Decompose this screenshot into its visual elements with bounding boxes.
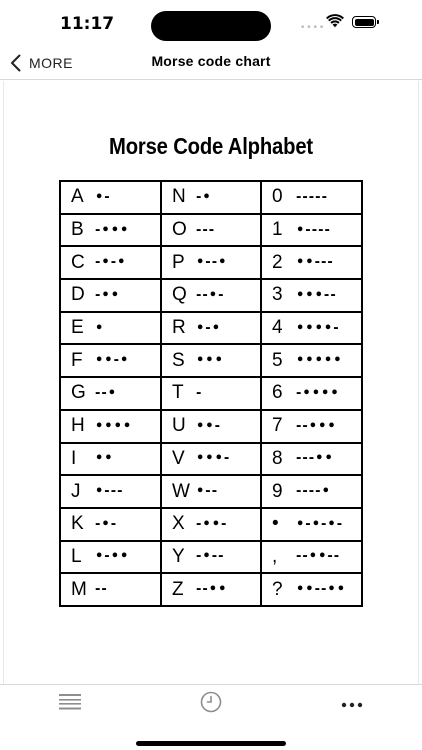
chart-title: Morse Code Alphabet bbox=[109, 133, 313, 159]
battery-icon bbox=[352, 16, 376, 28]
morse-character: J bbox=[71, 480, 81, 502]
morse-cell bbox=[161, 344, 261, 377]
morse-character: N bbox=[172, 186, 186, 208]
morse-code: --- bbox=[196, 222, 216, 238]
morse-code: •--- bbox=[95, 484, 124, 500]
morse-cell bbox=[161, 181, 261, 214]
morse-character: O bbox=[172, 219, 187, 241]
morse-character: • bbox=[272, 513, 279, 535]
morse-character: Q bbox=[172, 284, 187, 306]
morse-cell bbox=[261, 443, 362, 476]
morse-code: •-- bbox=[196, 484, 219, 500]
morse-cell bbox=[261, 541, 362, 574]
morse-character: 9 bbox=[272, 480, 283, 502]
morse-code: •- bbox=[95, 189, 111, 205]
home-indicator bbox=[136, 741, 286, 746]
morse-cell bbox=[60, 541, 161, 574]
morse-character: G bbox=[71, 382, 86, 404]
morse-character: , bbox=[272, 545, 278, 567]
morse-code: --••• bbox=[296, 418, 337, 434]
morse-code: •• bbox=[95, 451, 114, 467]
morse-code: ••--•• bbox=[296, 582, 347, 598]
morse-character: M bbox=[71, 578, 87, 600]
morse-character: B bbox=[71, 219, 84, 241]
morse-character: P bbox=[172, 251, 185, 273]
morse-cell bbox=[261, 573, 362, 606]
morse-character: E bbox=[71, 317, 84, 339]
morse-character: 8 bbox=[272, 447, 283, 469]
navigation-bar bbox=[0, 48, 422, 80]
morse-character: 5 bbox=[272, 349, 283, 371]
morse-cell bbox=[161, 475, 261, 508]
morse-character: 2 bbox=[272, 251, 283, 273]
cellular-signal-icon: •••• bbox=[300, 23, 326, 33]
morse-cell bbox=[161, 246, 261, 279]
morse-character: 4 bbox=[272, 317, 283, 339]
table-row bbox=[60, 279, 362, 312]
morse-character: L bbox=[71, 545, 82, 567]
back-button-label: MORE bbox=[29, 55, 73, 71]
morse-code: ••- bbox=[196, 418, 222, 434]
morse-character: C bbox=[71, 251, 85, 273]
morse-character: U bbox=[172, 415, 186, 437]
morse-character: T bbox=[172, 382, 184, 404]
morse-code: -• bbox=[196, 189, 212, 205]
morse-cell bbox=[60, 475, 161, 508]
morse-code: ••••• bbox=[296, 353, 343, 369]
morse-code: ----- bbox=[296, 189, 328, 205]
morse-cell bbox=[161, 279, 261, 312]
morse-character: V bbox=[172, 447, 185, 469]
morse-code: - bbox=[196, 385, 203, 401]
tab-list[interactable] bbox=[55, 691, 85, 717]
morse-cell bbox=[161, 377, 261, 410]
table-row bbox=[60, 475, 362, 508]
morse-character: F bbox=[71, 349, 83, 371]
morse-character: S bbox=[172, 349, 185, 371]
morse-cell bbox=[161, 312, 261, 345]
morse-code: •--• bbox=[196, 255, 228, 271]
morse-code: -•-- bbox=[196, 549, 225, 565]
status-bar bbox=[0, 0, 422, 48]
morse-cell bbox=[261, 214, 362, 247]
morse-code: -•-• bbox=[95, 255, 127, 271]
morse-code: --•- bbox=[196, 287, 225, 303]
morse-code: • bbox=[95, 320, 105, 336]
morse-code: -•• bbox=[95, 287, 121, 303]
table-row bbox=[60, 410, 362, 443]
morse-cell bbox=[60, 181, 161, 214]
morse-code: ---•• bbox=[296, 451, 334, 467]
morse-cell bbox=[261, 246, 362, 279]
morse-code: •---- bbox=[296, 222, 331, 238]
morse-cell bbox=[60, 279, 161, 312]
morse-character: Y bbox=[172, 545, 185, 567]
table-row bbox=[60, 246, 362, 279]
morse-code: --• bbox=[95, 385, 118, 401]
morse-code: •••• bbox=[95, 418, 133, 434]
table-row bbox=[60, 312, 362, 345]
morse-cell bbox=[261, 508, 362, 541]
morse-character: W bbox=[172, 480, 190, 502]
table-row bbox=[60, 541, 362, 574]
morse-character: D bbox=[71, 284, 85, 306]
table-row bbox=[60, 443, 362, 476]
dynamic-island bbox=[151, 11, 271, 41]
tab-bar bbox=[0, 684, 422, 750]
morse-code: •••- bbox=[196, 451, 231, 467]
morse-cell bbox=[60, 443, 161, 476]
morse-character: ? bbox=[272, 578, 283, 600]
morse-cell bbox=[161, 541, 261, 574]
morse-code: --•• bbox=[196, 582, 228, 598]
morse-character: A bbox=[71, 186, 84, 208]
wifi-icon bbox=[326, 14, 344, 33]
tab-more[interactable] bbox=[337, 691, 367, 717]
morse-code: ----• bbox=[296, 484, 331, 500]
morse-cell bbox=[261, 475, 362, 508]
morse-cell bbox=[261, 312, 362, 345]
tab-history[interactable] bbox=[196, 691, 226, 717]
morse-character: 3 bbox=[272, 284, 283, 306]
morse-cell bbox=[261, 410, 362, 443]
morse-code: •••-- bbox=[296, 287, 337, 303]
status-time: 11:17 bbox=[60, 14, 115, 34]
morse-character: 7 bbox=[272, 415, 283, 437]
morse-cell bbox=[161, 214, 261, 247]
morse-cell bbox=[60, 573, 161, 606]
morse-code: --••-- bbox=[296, 549, 341, 565]
morse-cell bbox=[161, 508, 261, 541]
morse-cell bbox=[161, 443, 261, 476]
morse-cell bbox=[60, 214, 161, 247]
morse-cell bbox=[60, 377, 161, 410]
morse-code: •-•• bbox=[95, 549, 130, 565]
morse-cell bbox=[261, 279, 362, 312]
morse-code: •-•-•- bbox=[296, 516, 344, 532]
morse-code: -••• bbox=[95, 222, 130, 238]
page-title: Morse code chart bbox=[151, 53, 271, 69]
morse-character: 6 bbox=[272, 382, 283, 404]
morse-cell bbox=[60, 246, 161, 279]
morse-code: -••- bbox=[196, 516, 228, 532]
morse-cell bbox=[60, 344, 161, 377]
morse-code: ••• bbox=[196, 353, 224, 369]
morse-cell bbox=[261, 344, 362, 377]
morse-cell bbox=[60, 508, 161, 541]
table-row bbox=[60, 377, 362, 410]
morse-character: X bbox=[172, 513, 185, 535]
morse-code: ••-• bbox=[95, 353, 130, 369]
morse-character: K bbox=[71, 513, 84, 535]
table-row bbox=[60, 508, 362, 541]
clock-icon bbox=[200, 691, 222, 718]
morse-character: 1 bbox=[272, 219, 283, 241]
morse-code: -•••• bbox=[296, 385, 340, 401]
morse-code: ••••- bbox=[296, 320, 340, 336]
morse-character: H bbox=[71, 415, 85, 437]
morse-character: R bbox=[172, 317, 186, 339]
table-row bbox=[60, 214, 362, 247]
morse-cell bbox=[161, 410, 261, 443]
morse-character: Z bbox=[172, 578, 184, 600]
morse-cell bbox=[60, 410, 161, 443]
morse-character: I bbox=[71, 447, 77, 469]
table-row bbox=[60, 344, 362, 377]
morse-character: 0 bbox=[272, 186, 283, 208]
morse-cell bbox=[161, 573, 261, 606]
morse-cell bbox=[261, 377, 362, 410]
morse-code: -•- bbox=[95, 516, 118, 532]
chart-content bbox=[0, 81, 422, 684]
table-row bbox=[60, 573, 362, 606]
table-row bbox=[60, 181, 362, 214]
morse-cell bbox=[261, 181, 362, 214]
morse-code: ••--- bbox=[296, 255, 334, 271]
morse-code: •-• bbox=[196, 320, 222, 336]
morse-code: -- bbox=[95, 582, 108, 598]
morse-table bbox=[59, 180, 363, 607]
morse-cell bbox=[60, 312, 161, 345]
more-icon bbox=[341, 695, 363, 713]
list-icon bbox=[58, 693, 82, 716]
